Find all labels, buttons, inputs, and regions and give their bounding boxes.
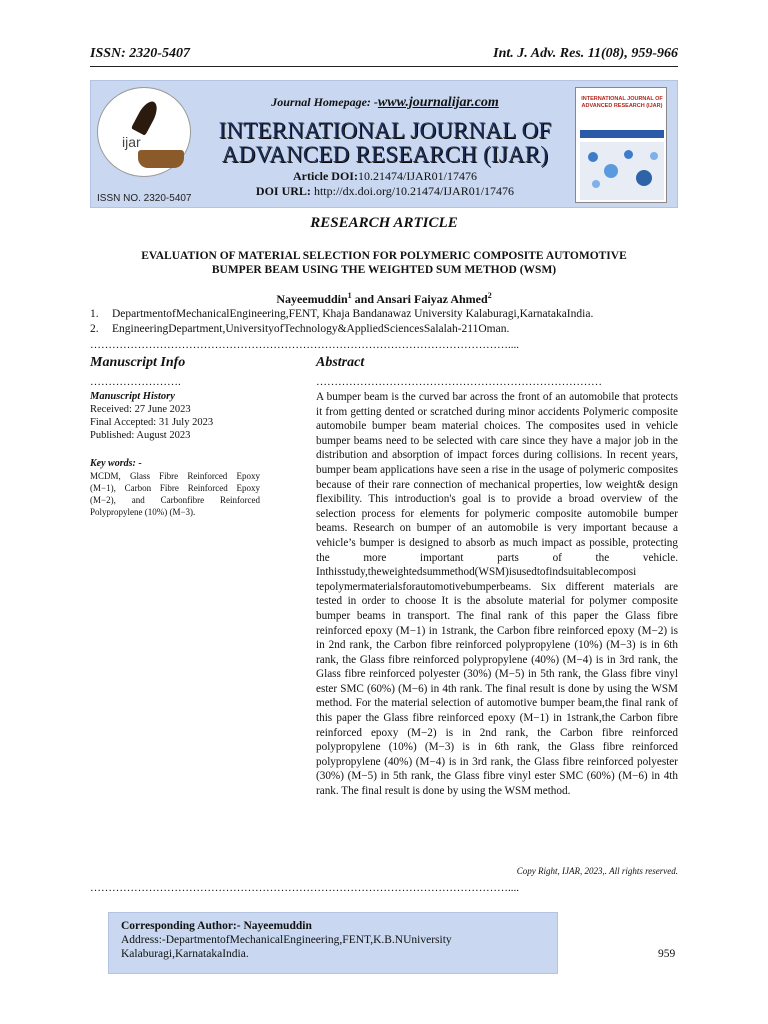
abstract-text: A bumper beam is the curved bar across the front of an automobile that protects it from getting dented or scratched during minor accidents Polymeric composite automobile bumper beam material choices. The composites used in vehicle bumper beams need to be selected with care since they have a major job in the distribution and absorption of impact forces during collisions. In recent years, bumper beam applications have seen a rise in the usage of polymeric composites because of their rare connection of mechanical properties, low weight& design flexibility. This introduction's goal is to provide a broad overview of the selection process for elements for polymeric composite automobile bumper beams. Research on bumper of an automobile is very important because a vehicle’s bumper is designed to absorb as much impact as possible, protecting the more important parts of the vehicle. Inthisstudy,theweightedsummethod(WSM)isusedtofindsuitablecomposi tepolymermaterialsforautomotivebumperbeams. Six different materials are tested in order to choose It is the absolute material for polymer composite bumper beams in transport. The final rank of this paper the Glass fibre reinforced epoxy (M−1) in 1strank, the Carbon fibre reinforced epoxy (M−2) is in 2nd rank, the Carbon fibre reinforced polypropylene (10%) (M−3) is in 6th rank, the Glass fibre reinforced polypropylene (40%) (M−4) is in 3rd rank, the Glass fibre reinforced polyester (30%) (M−5) in 5th rank, the Glass fibre vinyl ester SMC (60%) (M−6) in 4th rank. The final result is done by using the WSM method. For the material selection of automotive bumper beam,the final rank of this paper the Glass fibre reinforced epoxy (M−1) in 1strank,the Carbon fibre reinforced epoxy (M−2) is in 2nd rank, the Carbon fibre reinforced polypropylene (10%) (M−3) is in 6th rank, the Glass fibre reinforced polypropylene (40%) (M−4) is in 3rd rank, the Glass fibre reinforced polyester (30%) (M−5) in 5th rank, the Glass fibre vinyl ester SMC (60%) (M−6) in 4th rank. The final result is done by using the WSM method.: [316, 391, 678, 798]
published-date: Published: August 2023: [90, 430, 191, 441]
affiliation-item: 2. EngineeringDepartment,UniversityofTechnology&AppliedSciencesSalalah-211Oman.: [90, 323, 510, 335]
header-rule: [90, 66, 678, 67]
received-date: Received: 27 June 2023: [90, 404, 191, 415]
homepage-label: Journal Homepage: -: [271, 95, 378, 109]
cover-title: INTERNATIONAL JOURNAL OF ADVANCED RESEARCH (IJAR): [581, 96, 663, 109]
manuscript-info-heading: Manuscript Info: [90, 355, 186, 370]
citation-label: Int. J. Adv. Res. 11(08), 959-966: [493, 46, 678, 61]
corresponding-author: Corresponding Author:- Nayeemuddin: [121, 920, 312, 932]
separator-right: ……………………………………………………………………: [316, 376, 602, 388]
keywords: [90, 458, 260, 518]
doi-url-link[interactable]: http://dx.doi.org/10.21474/IJAR01/17476: [313, 184, 515, 198]
keywords-text: MCDM, Glass Fibre Reinforced Epoxy (M−1), Carbon Fibre Reinforced Epoxy (M−2), and Carbonfibre Reinforced Polypropylene (10%) (M−3).: [90, 471, 260, 517]
separator-left: …………………….: [90, 376, 181, 388]
address-label: Address: [121, 934, 159, 946]
doi-label: Article DOI:: [293, 169, 358, 183]
page-number: 959: [658, 948, 676, 960]
abstract-heading: Abstract: [316, 355, 365, 370]
history-heading: Manuscript History: [90, 391, 175, 402]
author-1: Nayeemuddin: [276, 292, 348, 306]
doi-url-label: DOI URL:: [255, 184, 314, 198]
paper-title: [110, 249, 658, 277]
article-type: RESEARCH ARTICLE: [310, 215, 458, 231]
separator-top: ……………………………………………………………………………………………………....: [90, 339, 519, 351]
cover-band: [580, 130, 664, 138]
address-line1: :-DepartmentofMechanicalEngineering,FENT,K.B.NUniversity: [158, 934, 452, 946]
separator-bottom: ……………………………………………………………………………………………………....: [90, 882, 519, 894]
authors: [0, 291, 768, 307]
affiliation-item: 1. DepartmentofMechanicalEngineering,FENT, Khaja Bandanawaz University Kalaburagi,KarnatakaIndia.: [90, 308, 594, 320]
journal-banner: [90, 80, 678, 208]
logo-text: ijar: [122, 134, 141, 150]
homepage-link[interactable]: www.journalijar.com: [377, 95, 499, 110]
author-2-sup: 2: [487, 291, 492, 300]
author-2: and Ansari Faiyaz Ahmed: [351, 292, 488, 306]
journal-title-line1: INTERNATIONAL JOURNAL OF: [218, 118, 552, 143]
logo-issn: ISSN NO. 2320-5407: [97, 193, 192, 204]
manuscript-history: [90, 390, 270, 442]
running-head: [90, 46, 678, 64]
corresponding-author-box: [108, 912, 558, 974]
paper-title-line1: EVALUATION OF MATERIAL SELECTION FOR POLYMERIC COMPOSITE AUTOMOTIVE: [141, 250, 627, 262]
keywords-heading: Key words: -: [90, 458, 142, 469]
journal-title-line2: ADVANCED RESEARCH (IJAR): [221, 142, 549, 167]
issn-label: ISSN: 2320-5407: [90, 46, 190, 61]
author-1-sup: 1: [347, 291, 352, 300]
affiliations: [90, 307, 593, 337]
doi-value: 10.21474/IJAR01/17476: [357, 169, 477, 183]
cover-image: [580, 142, 664, 200]
copyright-notice: Copy Right, IJAR, 2023,. All rights reserved.: [516, 866, 678, 876]
paper-title-line2: BUMPER BEAM USING THE WEIGHTED SUM METHOD (WSM): [211, 264, 557, 276]
address-line2: Kalaburagi,KarnatakaIndia.: [121, 948, 249, 960]
journal-cover-thumbnail: [575, 87, 667, 203]
accepted-date: Final Accepted: 31 July 2023: [90, 417, 214, 428]
